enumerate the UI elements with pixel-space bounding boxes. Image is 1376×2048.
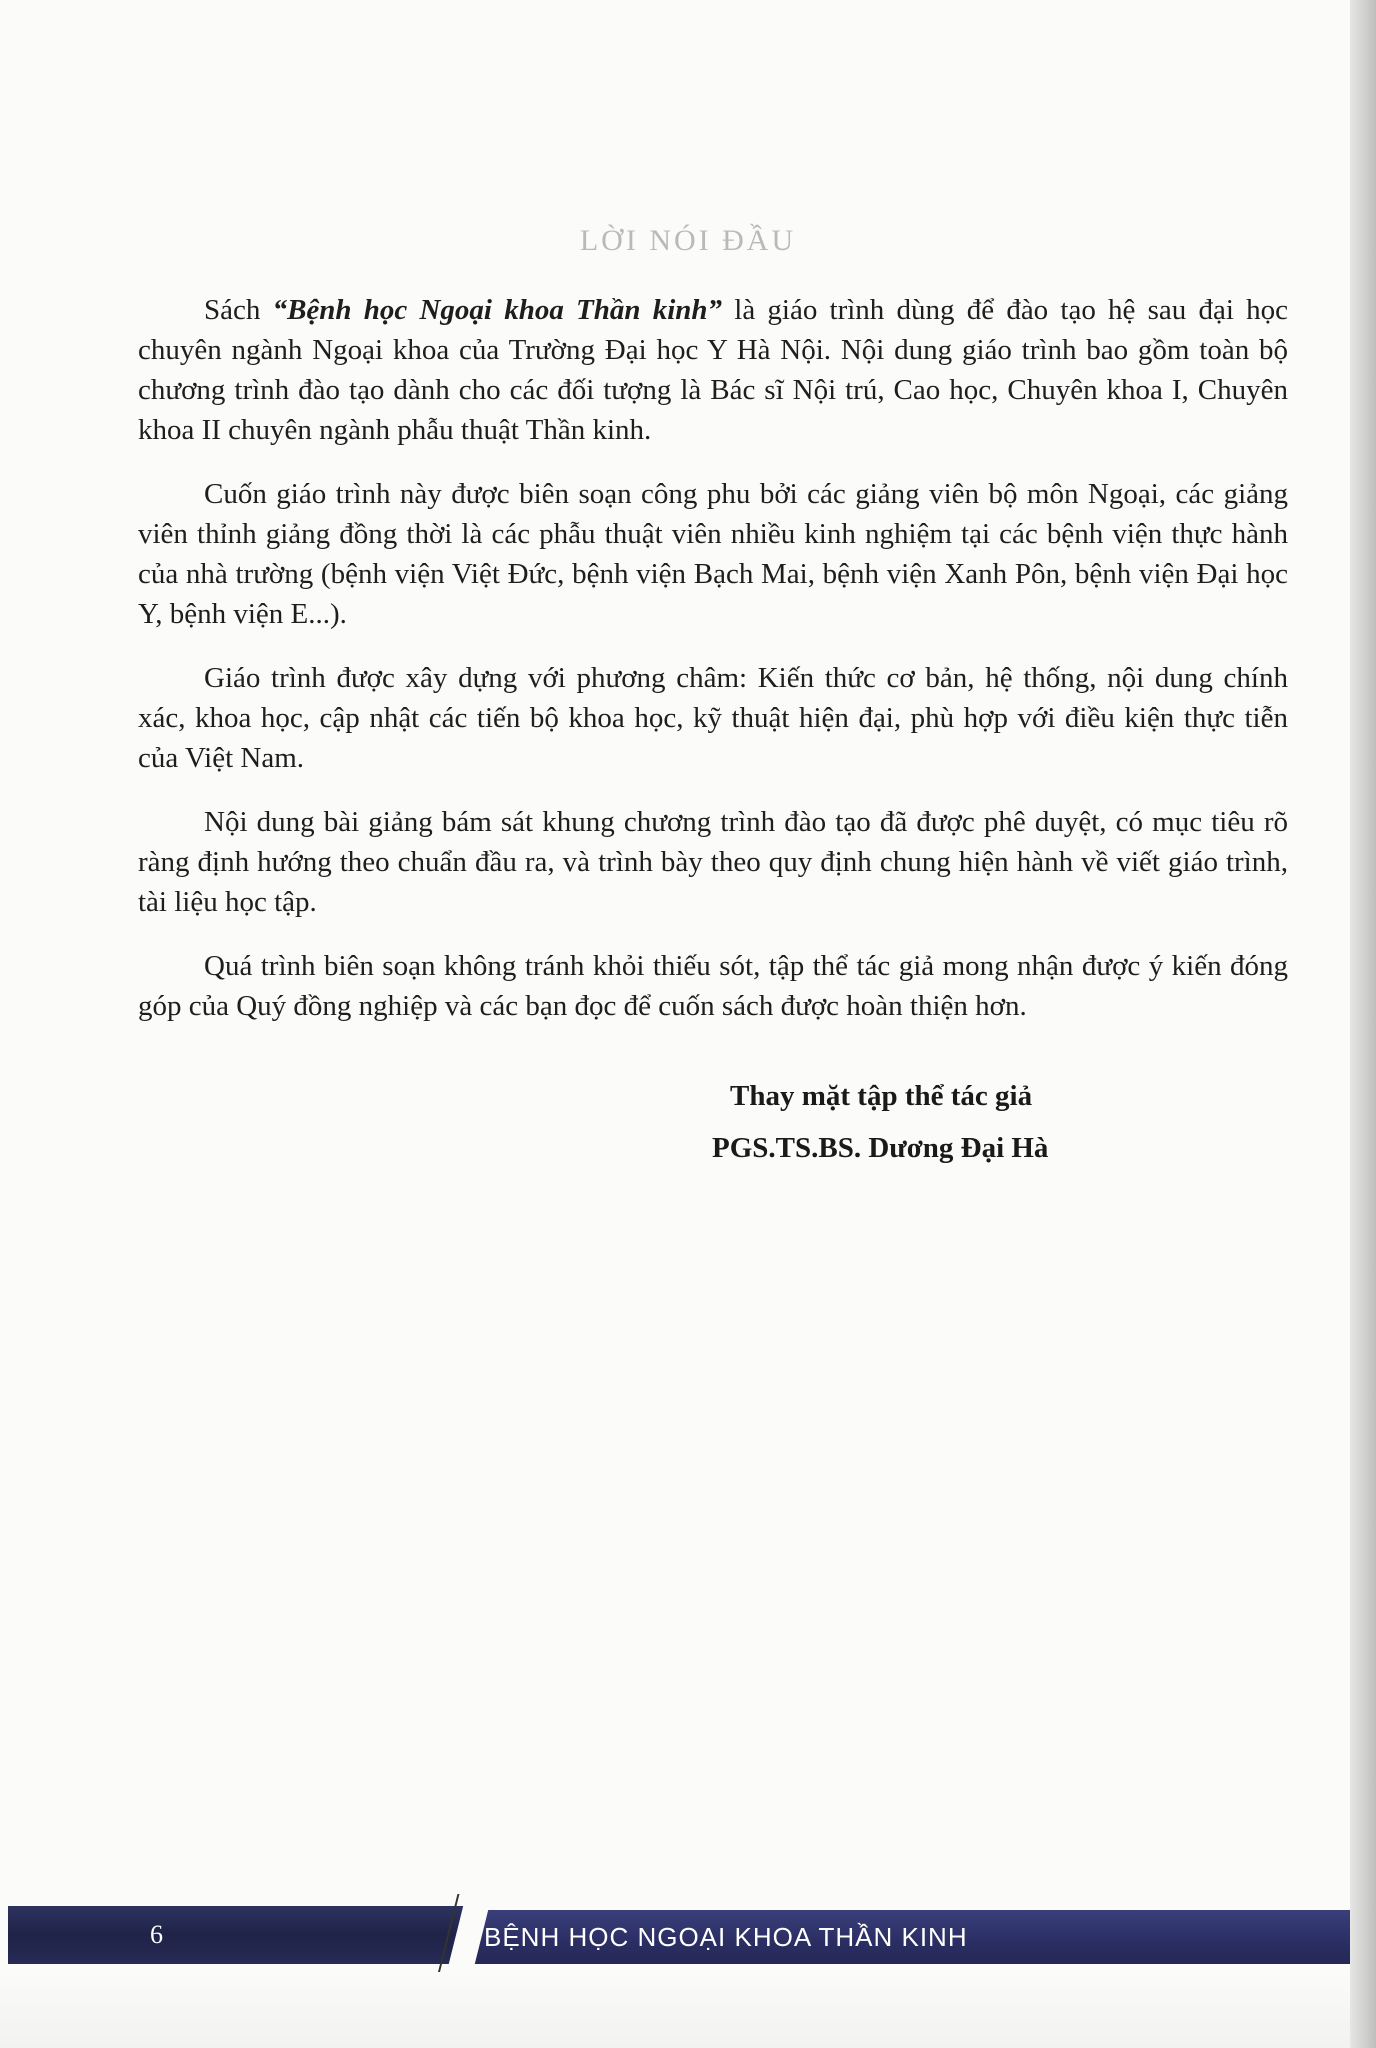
paragraph-3: Giáo trình được xây dựng với phương châm: Kiến thức cơ bản, hệ thống, nội dung chính xác, khoa học, cập nhật các tiến bộ khoa học, kỹ thuật hiện đại, phù hợp với điều kiện thực tiễn của Việt Nam.	[138, 662, 1288, 774]
paragraph-5: Quá trình biên soạn không tránh khỏi thiếu sót, tập thể tác giả mong nhận được ý kiến đóng góp của Quý đồng nghiệp và các bạn đọc để cuốn sách được hoàn thiện hơn.	[138, 950, 1288, 1022]
paragraph-1-before: Sách	[204, 294, 273, 326]
page-edge	[1350, 0, 1376, 2048]
signature-role: Thay mặt tập thể tác giả	[730, 1080, 1033, 1112]
paragraph-2: Cuốn giáo trình này được biên soạn công phu bởi các giảng viên bộ môn Ngoại, các giảng viên thỉnh giảng đồng thời là các phẫu thuật viên nhiều kinh nghiệm tại các bệnh viện thực hành của nhà trường (bệnh viện Việt Đức, bệnh viện Bạch Mai, bệnh viện Xanh Pôn, bệnh viện Đại học Y, bệnh viện E...).	[138, 478, 1288, 630]
paragraph-1	[138, 290, 1288, 450]
book-title-emphasis: “Bệnh học Ngoại khoa Thần kinh”	[272, 294, 723, 326]
paragraph-4: Nội dung bài giảng bám sát khung chương trình đào tạo đã được phê duyệt, có mục tiêu rõ ràng định hướng theo chuẩn đầu ra, và trình bày theo quy định chung hiện hành về viết giáo trình, tài liệu học tập.	[138, 806, 1288, 918]
running-title: BỆNH HỌC NGOẠI KHOA THẦN KINH	[484, 1922, 968, 1952]
paragraph-1-after: là giáo trình dùng để đào tạo hệ sau đại học chuyên ngành Ngoại khoa của Trường Đại học Y Hà Nội. Nội dung giáo trình bao gồm toàn bộ chương trình đào tạo dành cho các đối tượng là Bác sĩ Nội trú, Cao học, Chuyên khoa I, Chuyên khoa II chuyên ngành phẫu thuật Thần kinh.	[138, 294, 1289, 446]
page-bottom-margin	[0, 1972, 1350, 2048]
page-number: 6	[150, 1920, 163, 1949]
page-footer	[0, 1906, 1350, 1976]
signature-block	[712, 1070, 1049, 1174]
signature-name: PGS.TS.BS. Dương Đại Hà	[712, 1132, 1049, 1164]
footer-band-left	[8, 1906, 478, 1964]
page-title: LỜI NÓI ĐẦU	[579, 224, 797, 258]
preface-body	[138, 290, 1288, 1050]
